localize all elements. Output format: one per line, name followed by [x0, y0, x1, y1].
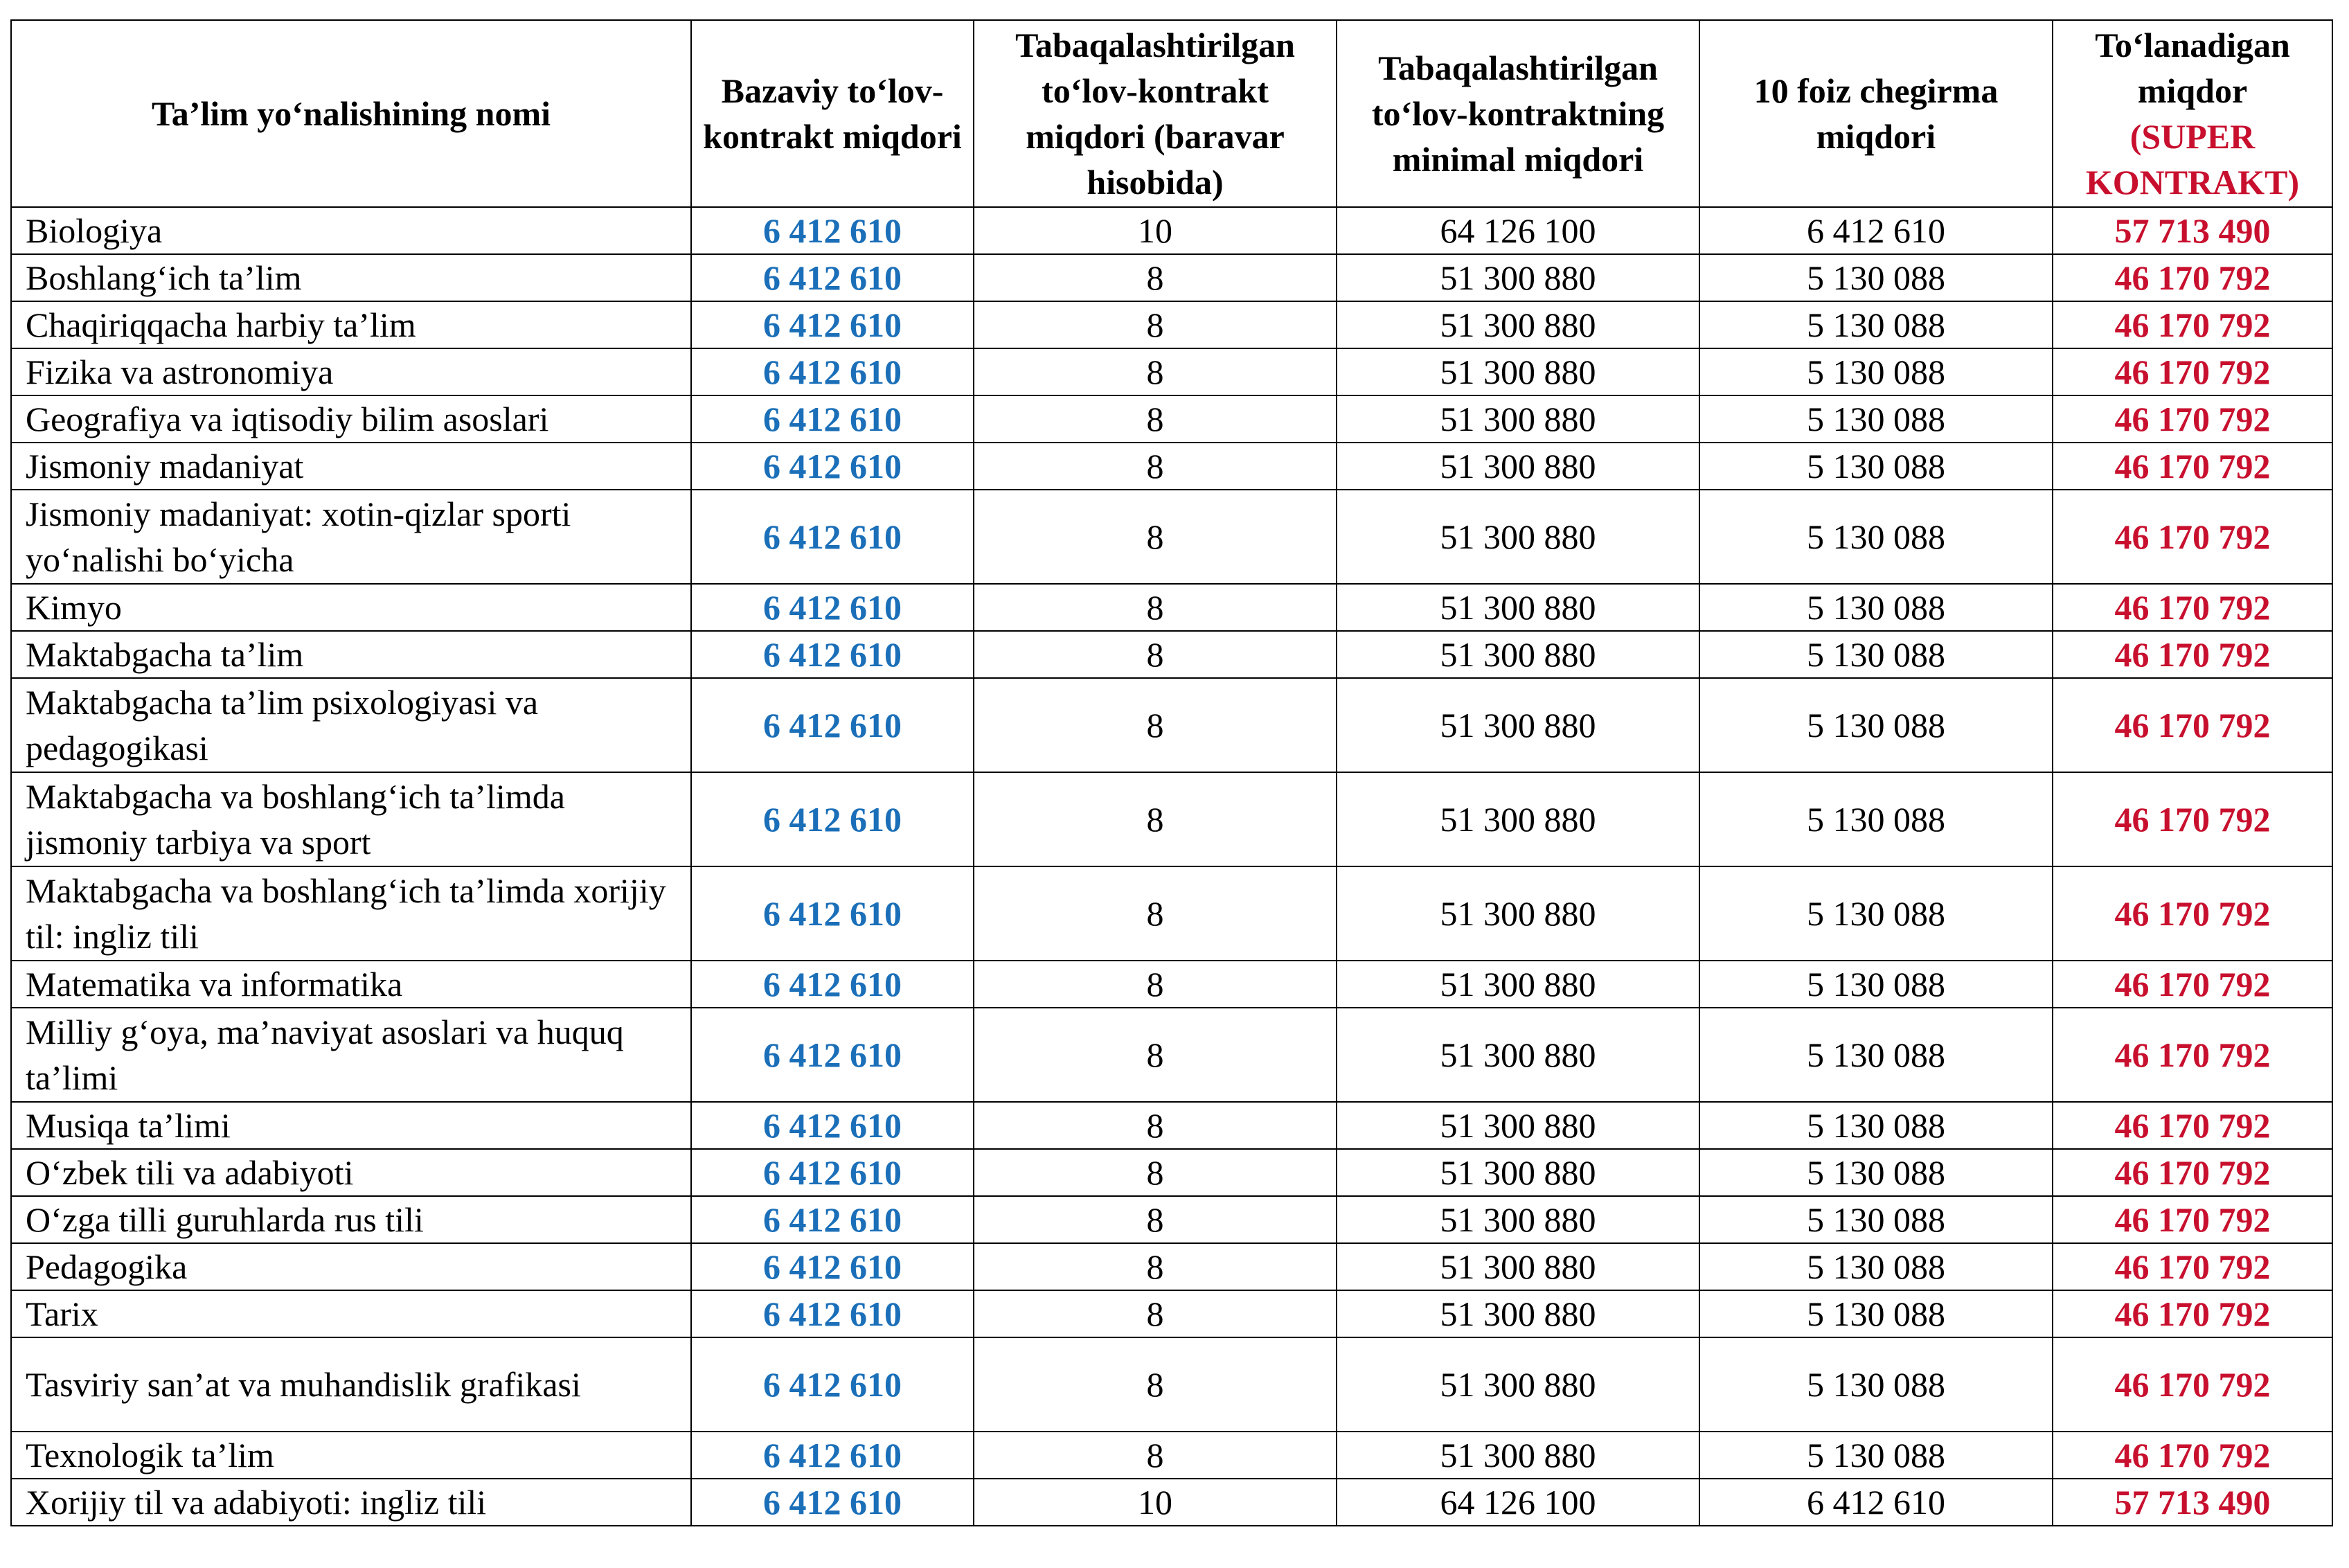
discount-cell: 5 130 088: [1699, 866, 2053, 961]
base-contract-cell: 6 412 610: [691, 207, 974, 254]
multiplier-cell: 8: [974, 490, 1337, 584]
header-minimum-contract: Tabaqalashtirilgan to‘lov-kontraktning minimal miqdori: [1337, 20, 1699, 207]
table-row: [11, 301, 2332, 348]
multiplier-cell: 8: [974, 772, 1337, 866]
discount-cell: 5 130 088: [1699, 961, 2053, 1008]
base-contract-cell: 6 412 610: [691, 1149, 974, 1196]
discount-cell: 5 130 088: [1699, 1008, 2053, 1102]
base-contract-cell: 6 412 610: [691, 301, 974, 348]
multiplier-cell: 8: [974, 348, 1337, 395]
table-row: [11, 207, 2332, 254]
program-name-cell: Matematika va informatika: [11, 961, 691, 1008]
payable-amount-cell: 46 170 792: [2053, 772, 2332, 866]
minimum-contract-cell: 51 300 880: [1337, 443, 1699, 490]
table-row: [11, 961, 2332, 1008]
payable-amount-cell: 57 713 490: [2053, 207, 2332, 254]
discount-cell: 5 130 088: [1699, 348, 2053, 395]
discount-cell: 5 130 088: [1699, 254, 2053, 301]
table-row: [11, 1432, 2332, 1479]
table-row: [11, 631, 2332, 678]
payable-amount-cell: 46 170 792: [2053, 254, 2332, 301]
payable-amount-cell: 46 170 792: [2053, 1149, 2332, 1196]
minimum-contract-cell: 51 300 880: [1337, 490, 1699, 584]
base-contract-cell: 6 412 610: [691, 1243, 974, 1290]
minimum-contract-cell: 51 300 880: [1337, 1290, 1699, 1337]
program-name-cell: Chaqiriqqacha harbiy ta’lim: [11, 301, 691, 348]
discount-cell: 5 130 088: [1699, 301, 2053, 348]
minimum-contract-cell: 51 300 880: [1337, 301, 1699, 348]
base-contract-cell: 6 412 610: [691, 254, 974, 301]
payable-amount-cell: 46 170 792: [2053, 678, 2332, 772]
program-name-cell: O‘zbek tili va adabiyoti: [11, 1149, 691, 1196]
header-payable-amount: [2053, 20, 2332, 207]
multiplier-cell: 8: [974, 301, 1337, 348]
discount-cell: 5 130 088: [1699, 490, 2053, 584]
multiplier-cell: 8: [974, 1196, 1337, 1243]
minimum-contract-cell: 51 300 880: [1337, 678, 1699, 772]
base-contract-cell: 6 412 610: [691, 1102, 974, 1149]
minimum-contract-cell: 51 300 880: [1337, 584, 1699, 631]
payable-amount-cell: 46 170 792: [2053, 443, 2332, 490]
multiplier-cell: 8: [974, 1337, 1337, 1432]
table-row: [11, 1243, 2332, 1290]
minimum-contract-cell: 51 300 880: [1337, 348, 1699, 395]
program-name-cell: Milliy g‘oya, ma’naviyat asoslari va huquq ta’limi: [11, 1008, 691, 1102]
program-name-cell: Boshlang‘ich ta’lim: [11, 254, 691, 301]
program-name-cell: Tasviriy san’at va muhandislik grafikasi: [11, 1337, 691, 1432]
discount-cell: 5 130 088: [1699, 1432, 2053, 1479]
program-name-cell: Fizika va astronomiya: [11, 348, 691, 395]
multiplier-cell: 8: [974, 1149, 1337, 1196]
discount-cell: 5 130 088: [1699, 772, 2053, 866]
multiplier-cell: 10: [974, 207, 1337, 254]
multiplier-cell: 8: [974, 1008, 1337, 1102]
multiplier-cell: 8: [974, 254, 1337, 301]
program-name-cell: Maktabgacha va boshlang‘ich ta’limda jismoniy tarbiya va sport: [11, 772, 691, 866]
discount-cell: 6 412 610: [1699, 1479, 2053, 1526]
header-row: [11, 20, 2332, 207]
table-row: [11, 395, 2332, 443]
multiplier-cell: 8: [974, 1102, 1337, 1149]
table-row: [11, 584, 2332, 631]
payable-amount-cell: 46 170 792: [2053, 866, 2332, 961]
multiplier-cell: 8: [974, 395, 1337, 443]
header-program-name: Ta’lim yo‘nalishining nomi: [11, 20, 691, 207]
table-row: [11, 490, 2332, 584]
multiplier-cell: 8: [974, 678, 1337, 772]
multiplier-cell: 8: [974, 584, 1337, 631]
program-name-cell: Geografiya va iqtisodiy bilim asoslari: [11, 395, 691, 443]
minimum-contract-cell: 51 300 880: [1337, 1243, 1699, 1290]
base-contract-cell: 6 412 610: [691, 678, 974, 772]
base-contract-cell: 6 412 610: [691, 631, 974, 678]
program-name-cell: Maktabgacha ta’lim: [11, 631, 691, 678]
header-multiplier: Tabaqalashtirilgan to‘lov-kontrakt miqdori (baravar hisobida): [974, 20, 1337, 207]
table-row: [11, 1149, 2332, 1196]
discount-cell: 5 130 088: [1699, 395, 2053, 443]
discount-cell: 5 130 088: [1699, 1102, 2053, 1149]
minimum-contract-cell: 51 300 880: [1337, 1149, 1699, 1196]
program-name-cell: Pedagogika: [11, 1243, 691, 1290]
discount-cell: 5 130 088: [1699, 443, 2053, 490]
discount-cell: 5 130 088: [1699, 1243, 2053, 1290]
base-contract-cell: 6 412 610: [691, 395, 974, 443]
payable-amount-cell: 46 170 792: [2053, 1008, 2332, 1102]
table-row: [11, 1196, 2332, 1243]
table-row: [11, 866, 2332, 961]
minimum-contract-cell: 51 300 880: [1337, 254, 1699, 301]
minimum-contract-cell: 51 300 880: [1337, 1196, 1699, 1243]
payable-amount-cell: 46 170 792: [2053, 490, 2332, 584]
contract-fees-table: [10, 19, 2333, 1526]
header-super-contract-note: (SUPER KONTRAKT): [2085, 117, 2300, 202]
table-row: [11, 1479, 2332, 1526]
payable-amount-cell: 46 170 792: [2053, 1102, 2332, 1149]
minimum-contract-cell: 51 300 880: [1337, 631, 1699, 678]
header-discount: 10 foiz chegirma miqdori: [1699, 20, 2053, 207]
table-row: [11, 348, 2332, 395]
discount-cell: 6 412 610: [1699, 207, 2053, 254]
table-row: [11, 443, 2332, 490]
payable-amount-cell: 46 170 792: [2053, 348, 2332, 395]
base-contract-cell: 6 412 610: [691, 443, 974, 490]
program-name-cell: Jismoniy madaniyat: [11, 443, 691, 490]
minimum-contract-cell: 51 300 880: [1337, 395, 1699, 443]
multiplier-cell: 8: [974, 961, 1337, 1008]
multiplier-cell: 8: [974, 631, 1337, 678]
multiplier-cell: 8: [974, 1432, 1337, 1479]
base-contract-cell: 6 412 610: [691, 490, 974, 584]
program-name-cell: Texnologik ta’lim: [11, 1432, 691, 1479]
minimum-contract-cell: 51 300 880: [1337, 1337, 1699, 1432]
multiplier-cell: 8: [974, 866, 1337, 961]
table-row: [11, 254, 2332, 301]
minimum-contract-cell: 51 300 880: [1337, 961, 1699, 1008]
discount-cell: 5 130 088: [1699, 1337, 2053, 1432]
multiplier-cell: 8: [974, 1290, 1337, 1337]
header-base-contract: Bazaviy to‘lov-kontrakt miqdori: [691, 20, 974, 207]
table-row: [11, 772, 2332, 866]
payable-amount-cell: 57 713 490: [2053, 1479, 2332, 1526]
base-contract-cell: 6 412 610: [691, 1432, 974, 1479]
base-contract-cell: 6 412 610: [691, 866, 974, 961]
base-contract-cell: 6 412 610: [691, 1337, 974, 1432]
table-row: [11, 1102, 2332, 1149]
base-contract-cell: 6 412 610: [691, 1008, 974, 1102]
discount-cell: 5 130 088: [1699, 1196, 2053, 1243]
payable-amount-cell: 46 170 792: [2053, 961, 2332, 1008]
discount-cell: 5 130 088: [1699, 678, 2053, 772]
base-contract-cell: 6 412 610: [691, 1479, 974, 1526]
program-name-cell: O‘zga tilli guruhlarda rus tili: [11, 1196, 691, 1243]
multiplier-cell: 8: [974, 443, 1337, 490]
table-header: [11, 20, 2332, 207]
multiplier-cell: 8: [974, 1243, 1337, 1290]
table-body: [11, 207, 2332, 1526]
discount-cell: 5 130 088: [1699, 1149, 2053, 1196]
base-contract-cell: 6 412 610: [691, 348, 974, 395]
minimum-contract-cell: 51 300 880: [1337, 866, 1699, 961]
base-contract-cell: 6 412 610: [691, 584, 974, 631]
program-name-cell: Biologiya: [11, 207, 691, 254]
payable-amount-cell: 46 170 792: [2053, 584, 2332, 631]
minimum-contract-cell: 51 300 880: [1337, 1102, 1699, 1149]
header-payable-label: To‘lanadigan miqdor: [2095, 26, 2290, 110]
discount-cell: 5 130 088: [1699, 1290, 2053, 1337]
program-name-cell: Maktabgacha ta’lim psixologiyasi va pedagogikasi: [11, 678, 691, 772]
payable-amount-cell: 46 170 792: [2053, 1290, 2332, 1337]
payable-amount-cell: 46 170 792: [2053, 301, 2332, 348]
minimum-contract-cell: 64 126 100: [1337, 207, 1699, 254]
program-name-cell: Xorijiy til va adabiyoti: ingliz tili: [11, 1479, 691, 1526]
minimum-contract-cell: 51 300 880: [1337, 1008, 1699, 1102]
payable-amount-cell: 46 170 792: [2053, 1196, 2332, 1243]
base-contract-cell: 6 412 610: [691, 1196, 974, 1243]
payable-amount-cell: 46 170 792: [2053, 631, 2332, 678]
program-name-cell: Jismoniy madaniyat: xotin-qizlar sporti yo‘nalishi bo‘yicha: [11, 490, 691, 584]
payable-amount-cell: 46 170 792: [2053, 1243, 2332, 1290]
base-contract-cell: 6 412 610: [691, 772, 974, 866]
payable-amount-cell: 46 170 792: [2053, 1432, 2332, 1479]
table-row: [11, 1008, 2332, 1102]
discount-cell: 5 130 088: [1699, 584, 2053, 631]
table-row: [11, 1337, 2332, 1432]
minimum-contract-cell: 51 300 880: [1337, 1432, 1699, 1479]
base-contract-cell: 6 412 610: [691, 1290, 974, 1337]
table-row: [11, 678, 2332, 772]
minimum-contract-cell: 64 126 100: [1337, 1479, 1699, 1526]
program-name-cell: Maktabgacha va boshlang‘ich ta’limda xorijiy til: ingliz tili: [11, 866, 691, 961]
discount-cell: 5 130 088: [1699, 631, 2053, 678]
table-row: [11, 1290, 2332, 1337]
payable-amount-cell: 46 170 792: [2053, 395, 2332, 443]
base-contract-cell: 6 412 610: [691, 961, 974, 1008]
minimum-contract-cell: 51 300 880: [1337, 772, 1699, 866]
program-name-cell: Musiqa ta’limi: [11, 1102, 691, 1149]
program-name-cell: Kimyo: [11, 584, 691, 631]
payable-amount-cell: 46 170 792: [2053, 1337, 2332, 1432]
program-name-cell: Tarix: [11, 1290, 691, 1337]
multiplier-cell: 10: [974, 1479, 1337, 1526]
